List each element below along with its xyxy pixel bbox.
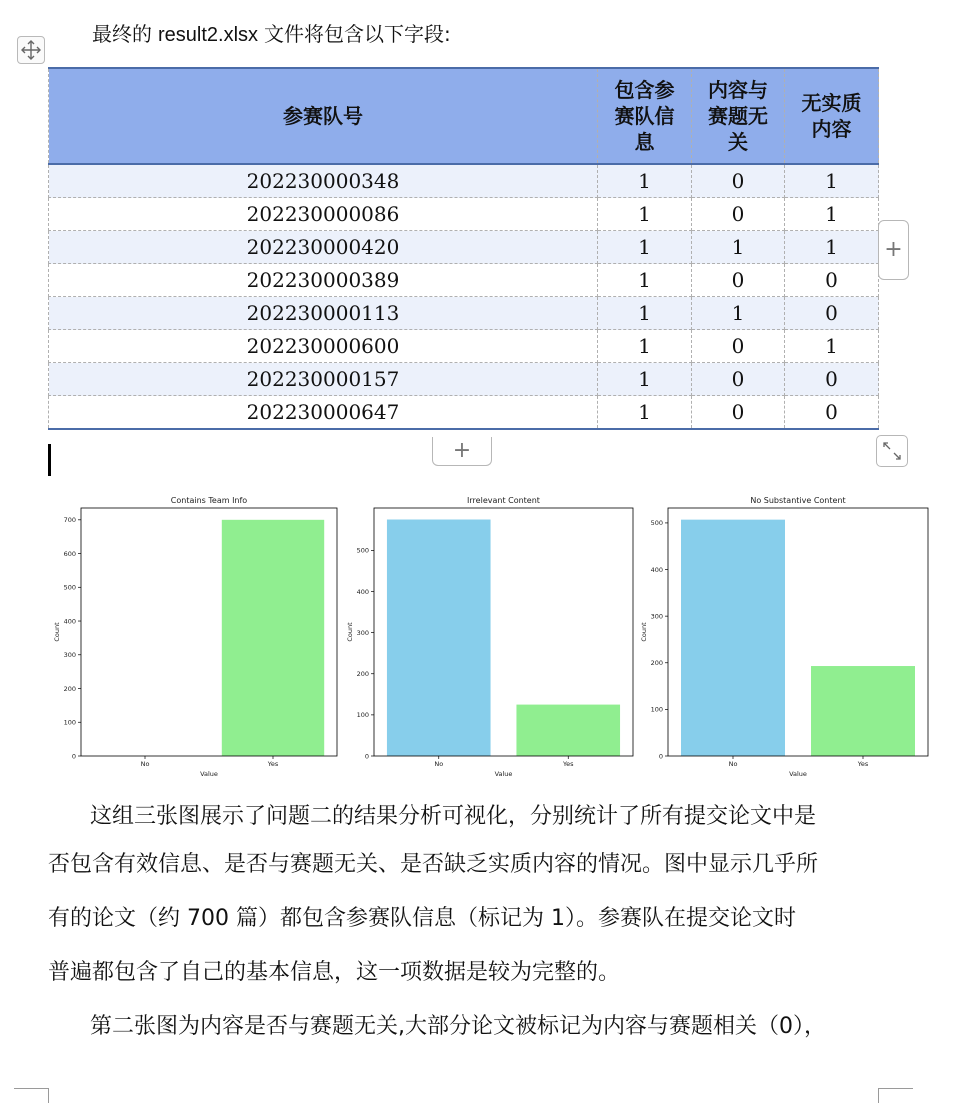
- chart-title: Irrelevant Content: [467, 496, 540, 505]
- x-axis-label: Value: [200, 770, 218, 778]
- table-row: [49, 264, 879, 297]
- intro-line: [92, 16, 451, 53]
- bar-charts-figure: [48, 488, 938, 788]
- y-tick-label: 400: [356, 587, 369, 596]
- paragraph-line: 普遍都包含了自己的基本信息，这一项数据是较为完整的。: [48, 960, 621, 985]
- y-tick-label: 100: [356, 711, 369, 720]
- cell-team-id[interactable]: 202230000086: [49, 198, 598, 231]
- cell-contains-team-info[interactable]: 1: [598, 396, 692, 430]
- cell-irrelevant-content[interactable]: 0: [692, 330, 785, 363]
- cell-team-id[interactable]: 202230000420: [49, 231, 598, 264]
- y-tick-label: 0: [658, 752, 663, 761]
- y-tick-label: 500: [650, 519, 663, 528]
- y-tick-label: 500: [356, 546, 369, 555]
- text-cursor: [48, 444, 51, 476]
- x-axis-label: Value: [789, 770, 807, 778]
- table-header-row: [49, 68, 879, 164]
- cell-contains-team-info[interactable]: 1: [598, 264, 692, 297]
- y-tick-label: 100: [650, 705, 663, 714]
- header-no-substantive-content-label: 无实质内容: [801, 91, 862, 141]
- header-contains-team-info: [598, 68, 692, 164]
- cell-irrelevant-content[interactable]: 1: [692, 231, 785, 264]
- bar-yes: [222, 520, 324, 756]
- paragraph-line: 第二张图为内容是否与赛题无关,大部分论文被标记为内容与赛题相关（0），: [90, 1014, 826, 1039]
- table-row: [49, 198, 879, 231]
- cell-contains-team-info[interactable]: 1: [598, 297, 692, 330]
- cell-irrelevant-content[interactable]: 0: [692, 363, 785, 396]
- cell-team-id[interactable]: 202230000647: [49, 396, 598, 430]
- page-corner-mark: [878, 1088, 913, 1103]
- add-row-button[interactable]: [878, 220, 909, 280]
- cell-contains-team-info[interactable]: 1: [598, 198, 692, 231]
- table-row: [49, 231, 879, 264]
- header-irrelevant-content: [692, 68, 785, 164]
- y-tick-label: 0: [364, 752, 369, 761]
- cell-no-substantive-content[interactable]: 0: [785, 264, 879, 297]
- cell-no-substantive-content[interactable]: 0: [785, 297, 879, 330]
- x-axis-label: Value: [494, 770, 513, 778]
- cell-team-id[interactable]: 202230000389: [49, 264, 598, 297]
- y-axis-label: Count: [53, 622, 61, 642]
- intro-prefix: 最终的: [92, 22, 152, 46]
- cell-irrelevant-content[interactable]: 0: [692, 164, 785, 198]
- add-column-button[interactable]: [432, 437, 492, 466]
- y-tick-label: 400: [650, 565, 663, 574]
- table-row: [49, 164, 879, 198]
- intro-suffix: 文件将包含以下字段:: [264, 22, 451, 46]
- cell-irrelevant-content[interactable]: 0: [692, 198, 785, 231]
- cell-contains-team-info[interactable]: 1: [598, 330, 692, 363]
- cell-no-substantive-content[interactable]: 0: [785, 363, 879, 396]
- table-row: [49, 363, 879, 396]
- cell-team-id[interactable]: 202230000348: [49, 164, 598, 198]
- cell-contains-team-info[interactable]: 1: [598, 363, 692, 396]
- paragraph-line: 有的论文（约 700 篇）都包含参赛队信息（标记为 1）。参赛队在提交论文时: [48, 906, 796, 931]
- bar-yes: [516, 705, 620, 756]
- table-move-handle[interactable]: [17, 36, 45, 64]
- plus-icon: +: [884, 237, 903, 262]
- y-tick-label: 700: [63, 516, 76, 525]
- header-team-id: 参赛队号: [49, 68, 598, 164]
- plus-icon: +: [452, 438, 472, 463]
- y-tick-label: 200: [63, 684, 76, 693]
- resize-diagonal-icon: [877, 436, 907, 466]
- y-axis-label: Count: [346, 622, 354, 642]
- cell-irrelevant-content[interactable]: 1: [692, 297, 785, 330]
- cell-no-substantive-content[interactable]: 1: [785, 164, 879, 198]
- cell-team-id[interactable]: 202230000600: [49, 330, 598, 363]
- page-corner-mark: [14, 1088, 49, 1103]
- bar-no: [681, 520, 785, 756]
- x-tick-label: No: [434, 760, 444, 768]
- header-no-substantive-content: [785, 68, 879, 164]
- bar-no: [387, 520, 491, 756]
- y-tick-label: 600: [63, 549, 76, 558]
- table-resize-handle[interactable]: [876, 435, 908, 467]
- cell-no-substantive-content[interactable]: 1: [785, 330, 879, 363]
- header-contains-team-info-label: 包含参赛队信息: [614, 78, 675, 154]
- cell-contains-team-info[interactable]: 1: [598, 164, 692, 198]
- table-row: [49, 297, 879, 330]
- cell-contains-team-info[interactable]: 1: [598, 231, 692, 264]
- bar-yes: [811, 666, 915, 756]
- cell-team-id[interactable]: 202230000113: [49, 297, 598, 330]
- x-tick-label: Yes: [857, 760, 869, 768]
- cell-team-id[interactable]: 202230000157: [49, 363, 598, 396]
- y-tick-label: 100: [63, 718, 76, 727]
- y-tick-label: 200: [650, 659, 663, 668]
- intro-filename: result2.xlsx: [158, 24, 259, 46]
- paragraph-line: 否包含有效信息、是否与赛题无关、是否缺乏实质内容的情况。图中显示几乎所: [48, 852, 819, 877]
- cell-no-substantive-content[interactable]: 1: [785, 231, 879, 264]
- y-tick-label: 200: [356, 670, 369, 679]
- cell-no-substantive-content[interactable]: 1: [785, 198, 879, 231]
- paragraph-line: 这组三张图展示了问题二的结果分析可视化，分别统计了所有提交论文中是: [90, 804, 817, 829]
- x-tick-label: No: [140, 760, 150, 768]
- chart-title: Contains Team Info: [170, 496, 248, 505]
- y-tick-label: 300: [356, 628, 369, 637]
- x-tick-label: No: [728, 760, 738, 768]
- chart-title: No Substantive Content: [750, 496, 846, 505]
- cell-irrelevant-content[interactable]: 0: [692, 396, 785, 430]
- table-row: [49, 330, 879, 363]
- result-table: [48, 67, 879, 430]
- x-tick-label: Yes: [563, 760, 574, 768]
- y-axis-label: Count: [640, 622, 648, 642]
- y-tick-label: 0: [71, 752, 76, 761]
- y-tick-label: 300: [650, 612, 663, 621]
- y-tick-label: 300: [63, 651, 76, 660]
- x-tick-label: Yes: [267, 760, 279, 768]
- y-tick-label: 400: [63, 617, 76, 626]
- header-irrelevant-content-label: 内容与赛题无关: [708, 78, 768, 154]
- y-tick-label: 500: [63, 583, 76, 592]
- table-row: [49, 396, 879, 430]
- move-arrows-icon: [18, 37, 44, 63]
- cell-irrelevant-content[interactable]: 0: [692, 264, 785, 297]
- cell-no-substantive-content[interactable]: 0: [785, 396, 879, 430]
